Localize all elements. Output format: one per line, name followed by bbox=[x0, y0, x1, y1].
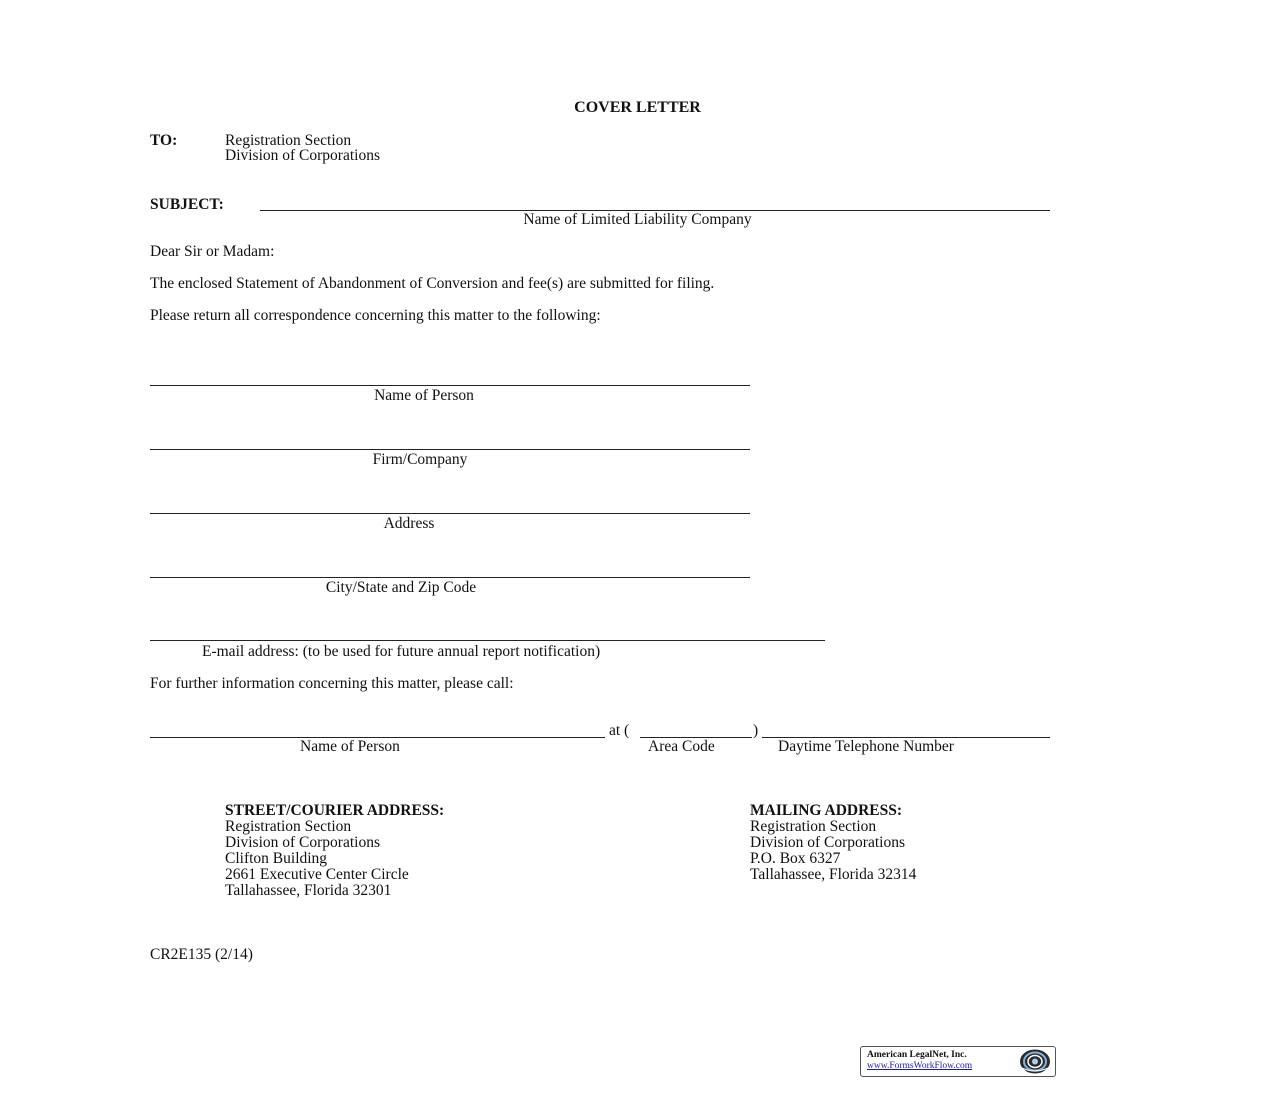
street-line: Tallahassee, Florida 32301 bbox=[225, 882, 392, 899]
email-input-line[interactable] bbox=[150, 640, 825, 641]
to-line-2: Division of Corporations bbox=[225, 147, 380, 164]
street-line: Registration Section bbox=[225, 818, 352, 835]
to-label: TO: bbox=[150, 132, 178, 149]
subject-caption: Name of Limited Liability Company bbox=[523, 211, 752, 228]
firm-caption: Firm/Company bbox=[372, 451, 468, 468]
firm-input-line[interactable] bbox=[150, 449, 750, 450]
footer-logo[interactable] bbox=[860, 1046, 1056, 1077]
name-input-line[interactable] bbox=[150, 385, 750, 386]
street-line: Clifton Building bbox=[225, 850, 328, 867]
mailing-line: P.O. Box 6327 bbox=[750, 850, 841, 867]
mailing-line: Division of Corporations bbox=[750, 834, 905, 851]
globe-icon bbox=[1018, 1048, 1052, 1075]
page-title: COVER LETTER bbox=[574, 99, 701, 116]
street-line: 2661 Executive Center Circle bbox=[225, 866, 409, 883]
logo-company-name: American LegalNet, Inc. bbox=[867, 1050, 967, 1060]
street-line: Division of Corporations bbox=[225, 834, 380, 851]
email-caption: E-mail address: (to be used for future annual report notification) bbox=[202, 643, 601, 660]
mailing-heading: MAILING ADDRESS: bbox=[750, 802, 903, 819]
greeting: Dear Sir or Madam: bbox=[150, 243, 275, 260]
address-input-line[interactable] bbox=[150, 513, 750, 514]
contact-intro: For further information concerning this matter, please call: bbox=[150, 675, 514, 692]
subject-label: SUBJECT: bbox=[150, 196, 224, 213]
phone-caption: Daytime Telephone Number bbox=[778, 738, 954, 755]
close-paren: ) bbox=[753, 722, 759, 739]
mailing-line: Registration Section bbox=[750, 818, 877, 835]
city-caption: City/State and Zip Code bbox=[325, 579, 477, 596]
logo-url-link[interactable]: www.FormsWorkFlow.com bbox=[867, 1061, 973, 1071]
address-caption: Address bbox=[383, 515, 435, 532]
form-code: CR2E135 (2/14) bbox=[150, 946, 253, 963]
area-code-caption: Area Code bbox=[648, 738, 715, 755]
paragraph-submission: The enclosed Statement of Abandonment of Conversion and fee(s) are submitted for filing. bbox=[150, 275, 715, 292]
contact-name-caption: Name of Person bbox=[300, 738, 400, 755]
street-heading: STREET/COURIER ADDRESS: bbox=[225, 802, 445, 819]
name-caption: Name of Person bbox=[374, 387, 474, 404]
at-text: at ( bbox=[609, 722, 630, 739]
paragraph-return: Please return all correspondence concerning this matter to the following: bbox=[150, 307, 601, 324]
city-input-line[interactable] bbox=[150, 577, 750, 578]
mailing-line: Tallahassee, Florida 32314 bbox=[750, 866, 917, 883]
to-line-1: Registration Section bbox=[225, 132, 352, 149]
